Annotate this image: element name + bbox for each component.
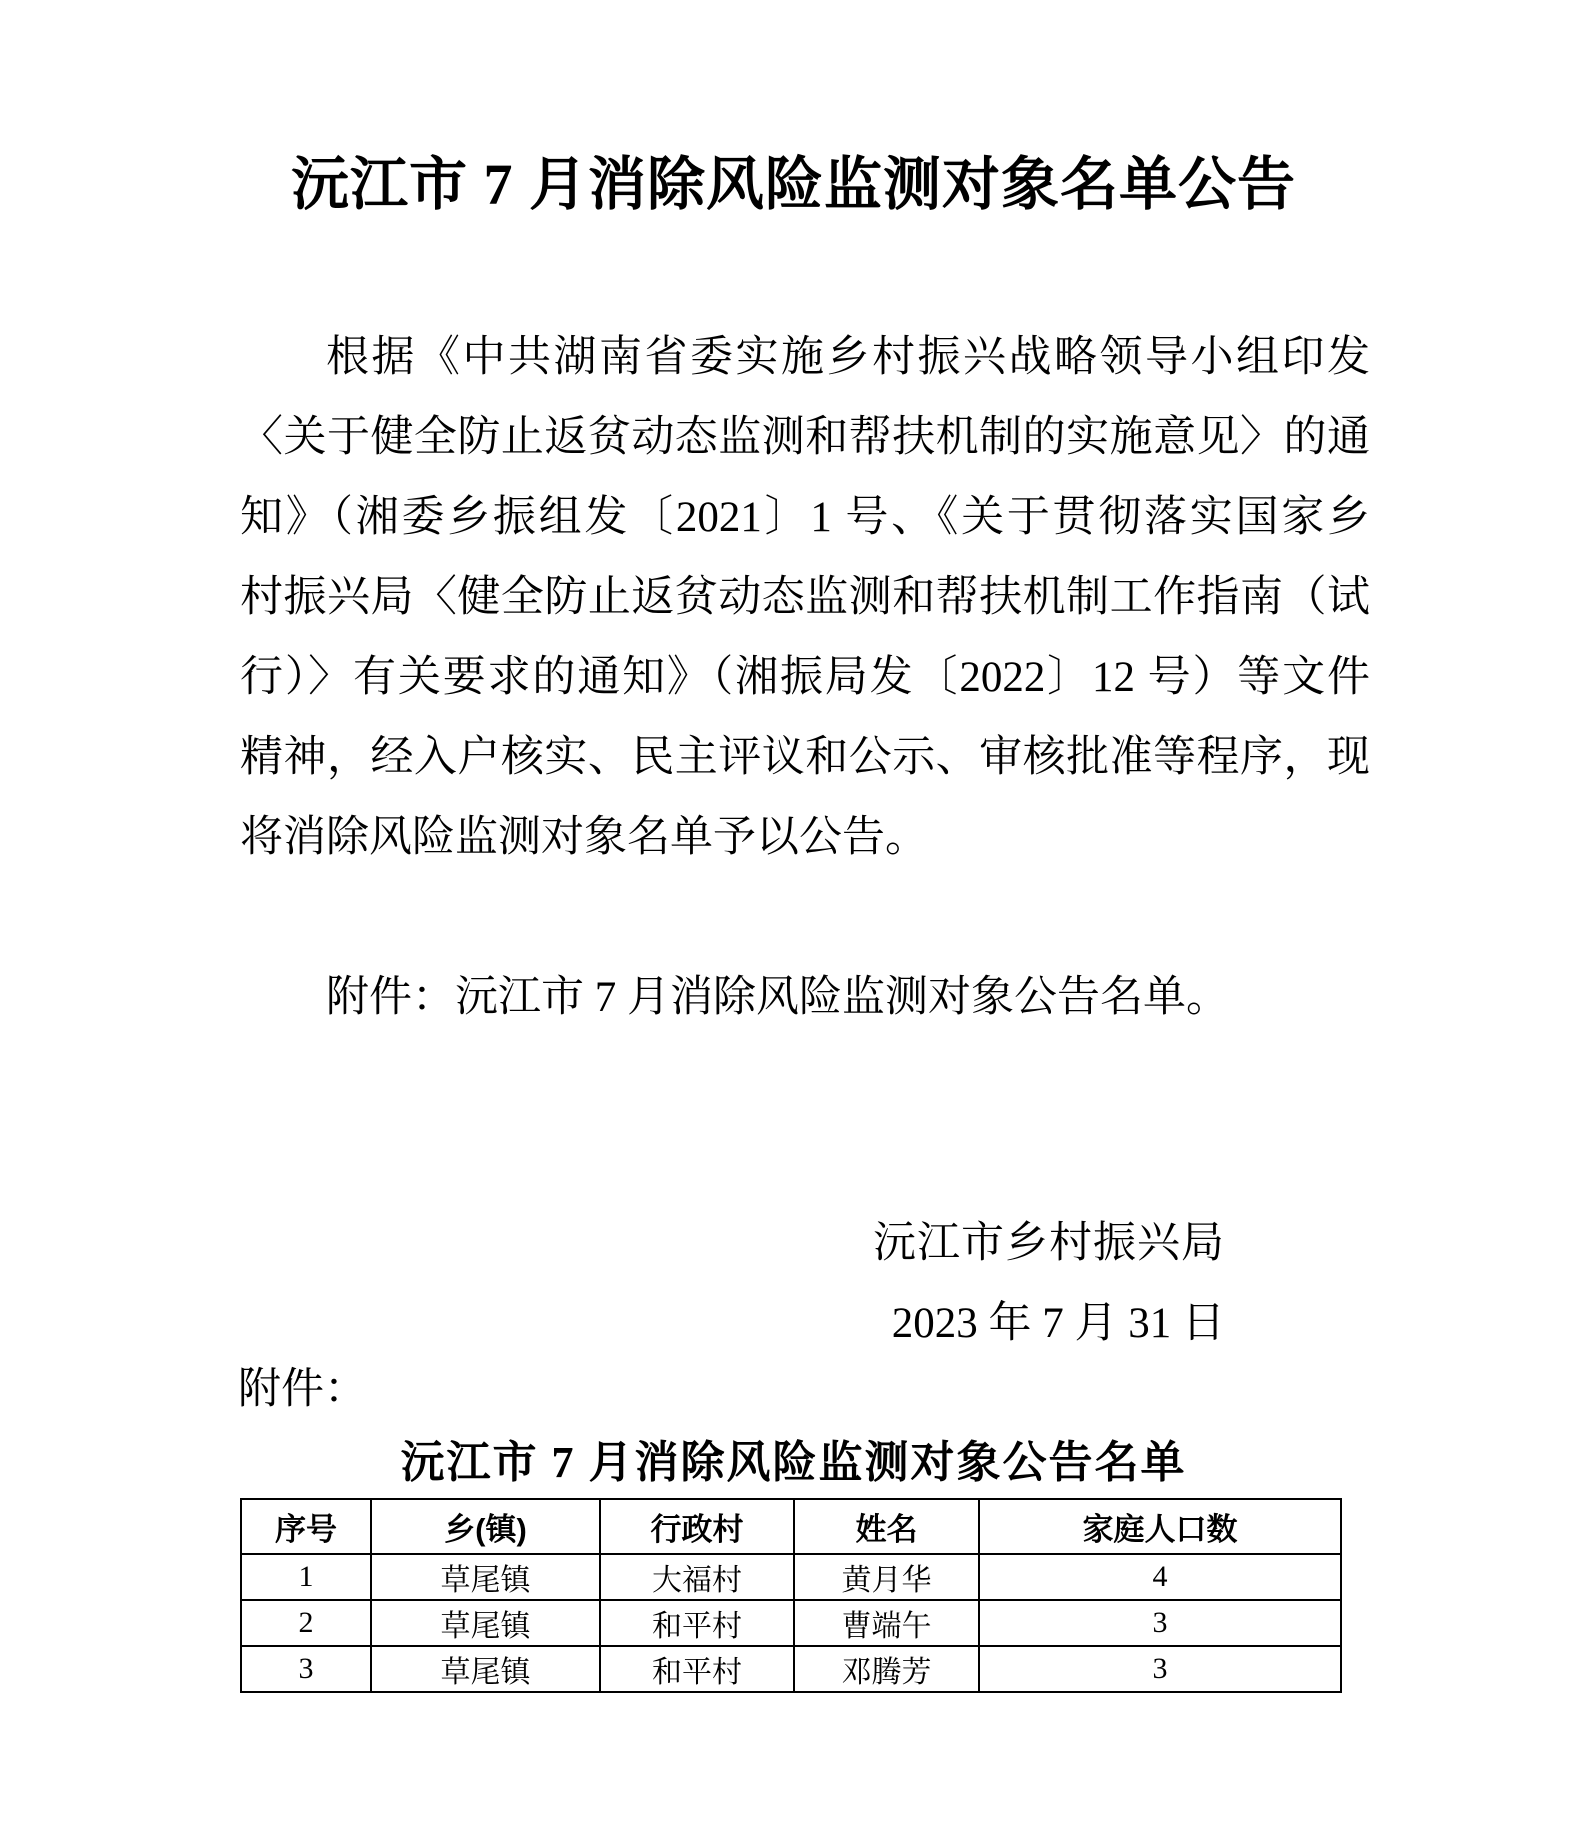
body-line: 村振兴局〈健全防止返贫动态监测和帮扶机制工作指南（试 [240,574,1370,621]
body-paragraph [240,318,1370,878]
attachment-label: 附件： [238,1366,367,1413]
table-cell: 4 [979,1554,1341,1600]
table-body [241,1554,1341,1692]
attachment-note: 附件：沅江市 7 月消除风险监测对象公告名单。 [326,974,1229,1021]
column-header: 家庭人口数 [979,1499,1341,1554]
column-header: 乡(镇) [371,1499,600,1554]
table-cell: 草尾镇 [371,1600,600,1646]
issuer-signature: 沅江市乡村振兴局 [873,1220,1225,1267]
body-line: 根据《中共湖南省委实施乡村振兴战略领导小组印发 [326,334,1370,381]
table-cell: 邓腾芳 [794,1646,979,1692]
table-row [241,1600,1341,1646]
body-line: 行）〉有关要求的通知》（湘振局发〔2022〕12 号）等文件 [240,654,1370,701]
issue-date: 2023 年 7 月 31 日 [891,1300,1225,1347]
table-cell: 3 [241,1646,371,1692]
table-cell: 3 [979,1600,1341,1646]
column-header: 序号 [241,1499,371,1554]
roster-table [240,1498,1342,1693]
table-cell: 黄月华 [794,1554,979,1600]
table-cell: 草尾镇 [371,1646,600,1692]
body-line: 〈关于健全防止返贫动态监测和帮扶机制的实施意见〉的通 [240,414,1370,461]
table-header-row [241,1499,1341,1554]
column-header: 行政村 [600,1499,794,1554]
column-header: 姓名 [794,1499,979,1554]
table-cell: 大福村 [600,1554,794,1600]
body-line: 知》（湘委乡振组发〔2021〕1 号、《关于贯彻落实国家乡 [240,494,1370,541]
table-row [241,1646,1341,1692]
table-cell: 曹端午 [794,1600,979,1646]
body-line: 精神，经入户核实、民主评议和公示、审核批准等程序，现 [240,734,1370,781]
table-cell: 1 [241,1554,371,1600]
document-title: 沅江市 7 月消除风险监测对象名单公告 [290,152,1296,217]
table-cell: 和平村 [600,1646,794,1692]
body-line: 将消除风险监测对象名单予以公告。 [240,814,928,861]
roster-table-title: 沅江市 7 月消除风险监测对象公告名单 [400,1438,1187,1487]
table-cell: 2 [241,1600,371,1646]
table-cell: 草尾镇 [371,1554,600,1600]
table-row [241,1554,1341,1600]
table-cell: 3 [979,1646,1341,1692]
table-cell: 和平村 [600,1600,794,1646]
